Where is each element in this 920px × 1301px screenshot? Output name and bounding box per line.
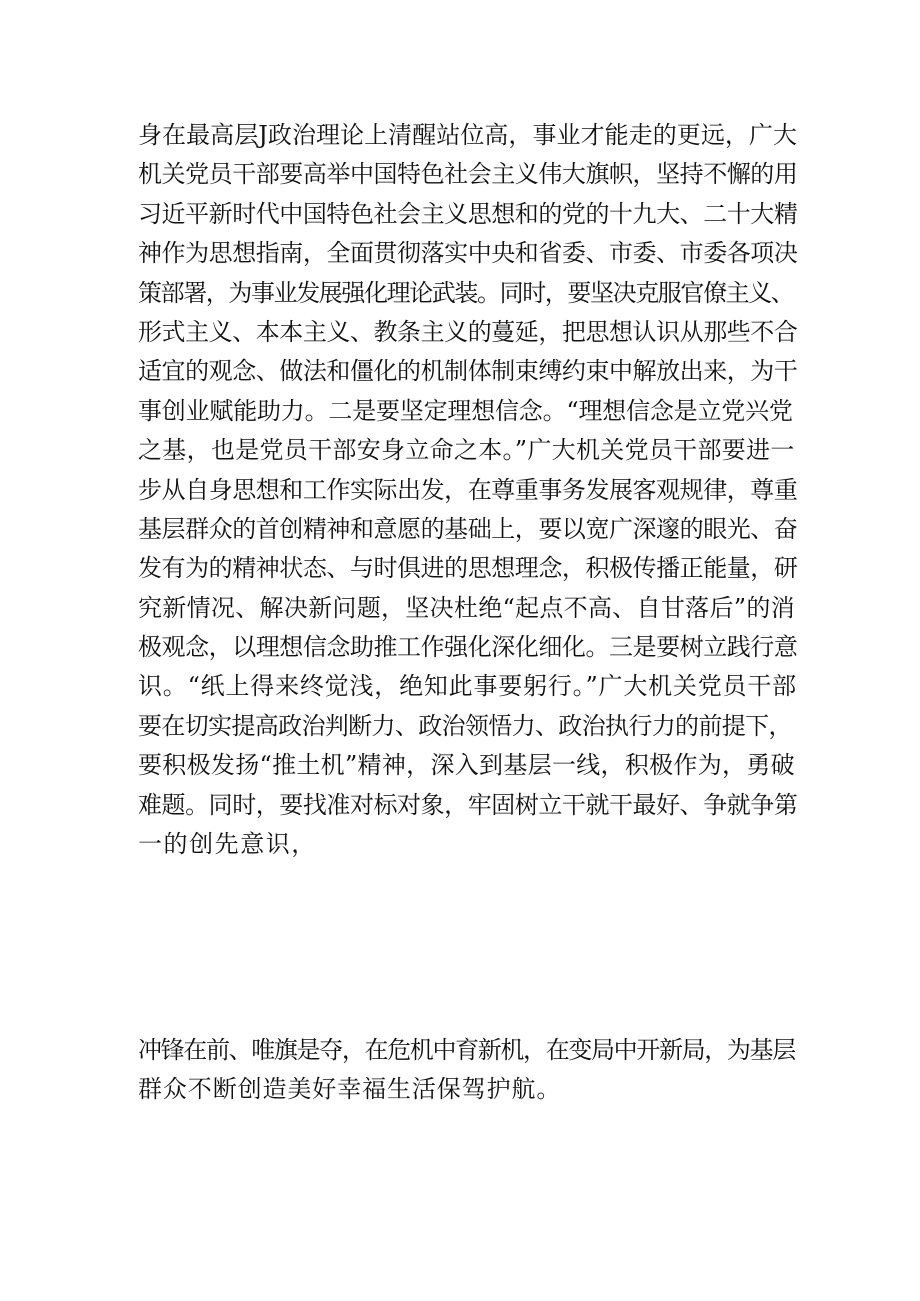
closing-paragraph (138, 1031, 798, 1110)
paragraph-line: 一的创先意识， (138, 830, 317, 859)
paragraph-line: 策部署，为事业发展强化理论武装。同时，要坚决克服官僚主义、 (138, 278, 794, 307)
main-paragraph (138, 116, 798, 864)
paragraph-line: 基层群众的首创精神和意愿的基础上，要以宽广深邃的眼光、奋 (138, 514, 798, 543)
paragraph-line: 要积极发扬“推土机”精神，深入到基层一线，积极作为，勇破 (138, 751, 795, 780)
paragraph-line: 机关党员干部要高举中国特色社会主义伟大旗帜，坚持不懈的用 (138, 160, 798, 189)
paragraph-line: 冲锋在前、唯旗是夺，在危机中育新机，在变局中开新局，为基层 (138, 1036, 795, 1064)
paragraph-line: 之基，也是党员干部安身立命之本。”广大机关党员干部要进一 (138, 436, 795, 465)
paragraph-line: 形式主义、本本主义、教条主义的蔓延，把思想认识从那些不合 (138, 317, 798, 346)
paragraph-line: 极观念，以理想信念助推工作强化深化细化。三是要树立践行意 (138, 633, 798, 662)
paragraph-line: 要在切实提高政治判断力、政治领悟力、政治执行力的前提下， (138, 711, 792, 740)
paragraph-line: 群众不断创造美好幸福生活保驾护航。 (138, 1075, 562, 1104)
paragraph-line: 事创业赋能助力。二是要坚定理想信念。“理想信念是立党兴党 (138, 396, 793, 425)
paragraph-line: 神作为思想指南，全面贯彻落实中央和省委、市委、市委各项决 (138, 239, 798, 268)
paragraph-line: 步从自身思想和工作实际出发，在尊重事务发展客观规律，尊重 (138, 475, 798, 504)
paragraph-line: 发有为的精神状态、与时俱进的思想理念，积极传播正能量，研 (138, 554, 798, 583)
paragraph-line: 适宜的观念、做法和僵化的机制体制束缚约束中解放出来，为干 (138, 357, 798, 386)
paragraph-line: 难题。同时，要找准对标对象，牢固树立干就干最好、争就争第 (138, 790, 798, 819)
paragraph-line: 身在最高层J政治理论上清醒站位高，事业才能走的更远，广大 (138, 121, 798, 149)
paragraph-line: 究新情况、解决新问题，坚决杜绝“起点不高、自甘落后”的消 (138, 593, 795, 622)
paragraph-line: 识。“纸上得来终觉浅，绝知此事要躬行。”广大机关党员干部 (138, 672, 797, 701)
paragraph-line: 习近平新时代中国特色社会主义思想和的党的十九大、二十大精 (138, 199, 798, 228)
